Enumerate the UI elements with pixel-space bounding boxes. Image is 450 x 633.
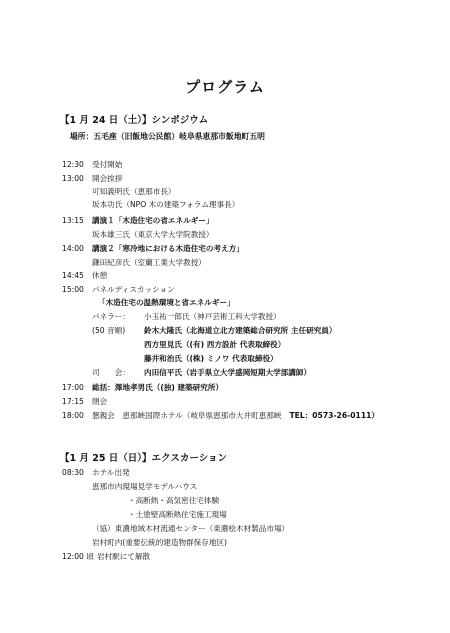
schedule-text: 講演１「木造住宅の省エネルギー」 bbox=[92, 216, 214, 225]
schedule-time: 12:00 頃 bbox=[62, 552, 94, 561]
schedule-time: 17:15 bbox=[62, 397, 84, 406]
schedule-text: 坂本雄三氏（東京大学大学院教授） bbox=[92, 230, 214, 239]
schedule-time: 14:45 bbox=[62, 271, 84, 280]
schedule-text: 講演２「寒冷地における木造住宅の考え方」 bbox=[92, 244, 244, 253]
schedule-text: 可知義明氏（恵那市長） bbox=[92, 187, 176, 196]
day1-heading: 【1 月 24 日（土）】シンポジウム bbox=[60, 115, 209, 126]
panelist: 藤井和治氏（(株) ミノワ 代表取締役） bbox=[144, 354, 278, 363]
schedule-text: 開会挨拶 bbox=[92, 174, 123, 183]
excursion-line: 恵那市内現場見学モデルハウス bbox=[92, 482, 198, 491]
schedule-text: 受付開始 bbox=[92, 160, 123, 169]
panelist-label: パネラー： bbox=[92, 312, 130, 321]
schedule-text: 鎌田紀彦氏（室蘭工業大学教授） bbox=[92, 258, 206, 267]
schedule-time: 17:00 bbox=[62, 383, 84, 392]
excursion-line: ・高断熱・高気密住宅体験 bbox=[128, 496, 220, 505]
schedule-text: ホテル出発 bbox=[92, 468, 130, 477]
schedule-time: 08:30 bbox=[62, 468, 84, 477]
moderator: 内田信平氏（岩手県立大学盛岡短期大学部講師） bbox=[144, 368, 312, 377]
schedule-text: 閉会 bbox=[92, 397, 108, 406]
panelist-order-note: (50 音順) bbox=[92, 326, 126, 335]
schedule-text: 坂本功氏（NPO 木の建築フォラム理事長） bbox=[92, 200, 240, 209]
excursion-line: 岩村町内(重要伝統的建造物群保存地区) bbox=[92, 538, 228, 547]
moderator-label: 司 会： bbox=[92, 368, 130, 377]
day2-heading: 【1 月 25 日（日）】エクスカーション bbox=[60, 453, 228, 464]
schedule-text: 休憩 bbox=[92, 271, 108, 280]
schedule-time: 15:00 bbox=[62, 285, 84, 294]
schedule-time: 12:30 bbox=[62, 160, 84, 169]
reception-tel: TEL：0573-26-0111） bbox=[289, 411, 380, 420]
schedule-text: パネルディスカッション bbox=[92, 285, 175, 294]
panelist: 西方里見氏（(有) 西方設計 代表取締役） bbox=[144, 340, 286, 349]
panelist: 鈴木大隆氏（北海道立北方建築総合研究所 主任研究員） bbox=[144, 326, 337, 335]
panelist: 小玉祐一郎氏（神戸芸術工科大学教授） bbox=[144, 312, 281, 321]
schedule-text: 総括：澤地孝男氏（(独) 建築研究所） bbox=[92, 383, 224, 392]
excursion-line: （協）東濃地域木材流通センター（東濃桧木材製品市場） bbox=[92, 524, 290, 533]
schedule-time: 18:00 bbox=[62, 411, 84, 420]
reception-venue: 懇親会 恵那峡国際ホテル（岐阜県恵那市大井町恵那峡 bbox=[92, 411, 282, 420]
excursion-line: ・土塗壁高断熱住宅施工現場 bbox=[128, 510, 227, 519]
page-title: プログラム bbox=[185, 78, 265, 96]
schedule-text bbox=[92, 410, 379, 422]
schedule-text: 岩村駅にて解散 bbox=[97, 552, 151, 561]
schedule-time: 13:00 bbox=[62, 174, 84, 183]
schedule-time: 14:00 bbox=[62, 244, 84, 253]
schedule-time: 13:15 bbox=[62, 216, 84, 225]
panel-theme: 「木造住宅の温熱環境と省エネルギー」 bbox=[98, 298, 235, 307]
day1-venue: 場所：五毛座（旧飯地公民館）岐阜県恵那市飯地町五明 bbox=[70, 132, 265, 141]
